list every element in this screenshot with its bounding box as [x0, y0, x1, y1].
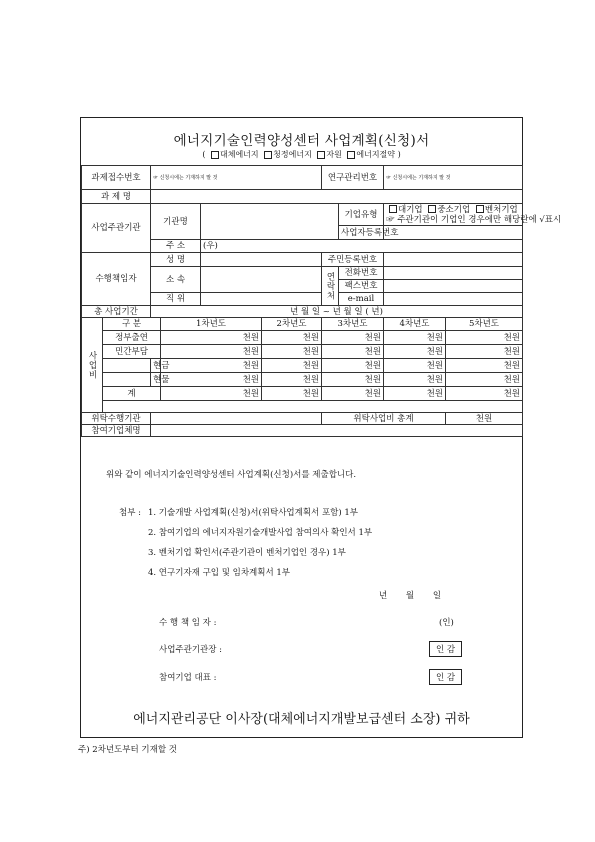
type-option: 벤처기업	[484, 204, 518, 215]
checkbox-icon[interactable]	[211, 151, 219, 159]
application-form	[80, 117, 562, 738]
fax-label: 팩스번호	[339, 280, 384, 293]
budget-cell[interactable]: 천원	[161, 359, 262, 373]
company-type-label: 기업유형	[339, 204, 384, 226]
attachment-item: 4. 연구기자재 구입 및 임차계획서 1부	[148, 568, 290, 578]
consign-budget-label: 위탁사업비 총계	[322, 413, 446, 425]
budget-cell[interactable]: 천원	[262, 373, 322, 387]
name-label: 성 명	[151, 253, 201, 267]
budget-cell[interactable]: 천원	[262, 387, 322, 401]
phone-field[interactable]	[384, 267, 523, 280]
mgmt-no-label: 연구관리번호	[322, 166, 384, 190]
footnote: 주) 2차년도부터 기재할 것	[78, 745, 177, 755]
budget-cell[interactable]: 천원	[322, 387, 384, 401]
budget-cell[interactable]: 천원	[262, 345, 322, 359]
addressee: 에너지관리공단 이사장(대체에너지개발보급센터 소장) 귀하	[133, 712, 470, 727]
private-sub-spacer	[103, 359, 151, 373]
affiliation-label: 소 속	[151, 267, 201, 293]
leader-label: 수행책임자	[82, 253, 151, 306]
checkbox-icon[interactable]	[347, 151, 355, 159]
leader-sign-label: 수 행 책 임 자 :	[159, 618, 217, 628]
consign-budget-field[interactable]: 천원	[446, 413, 523, 425]
budget-cell[interactable]: 천원	[384, 345, 446, 359]
form-title: 에너지기술인력양성센터 사업계획(신청)서	[173, 133, 430, 149]
position-label: 직 위	[151, 293, 201, 306]
consign-org-field[interactable]	[151, 413, 322, 425]
company-type-note: ☞ 주관기관이 기업인 경우에만 해당란에 √표시	[386, 214, 562, 225]
head-seal-box[interactable]: 인 감	[429, 641, 462, 657]
biz-reg-label: 사업자등록번호	[339, 226, 384, 240]
attachment-item: 1. 기술개발 사업계획(신청)서(위탁사업계획서 포함) 1부	[148, 508, 359, 518]
budget-cell[interactable]: 천원	[161, 345, 262, 359]
year-header: 1차년도	[161, 318, 262, 331]
budget-cell[interactable]: 천원	[161, 331, 262, 345]
rep-sign-label: 참여기업 대표 :	[159, 673, 217, 683]
affiliation-field[interactable]	[201, 267, 322, 293]
address-field[interactable]: (우)	[201, 240, 523, 253]
phone-label: 전화번호	[339, 267, 384, 280]
budget-divider	[103, 401, 523, 413]
year-header: 5차년도	[446, 318, 523, 331]
email-label: e-mail	[339, 293, 384, 306]
year-header: 2차년도	[262, 318, 322, 331]
form-table	[81, 165, 562, 437]
attachment-item: 2. 참여기업의 에너지자원기술개발사업 참여의사 확인서 1부	[148, 528, 373, 538]
budget-category-header: 구 분	[103, 318, 161, 331]
checkbox-icon[interactable]	[264, 151, 272, 159]
email-field[interactable]	[384, 293, 523, 306]
project-name-label: 과 제 명	[82, 190, 151, 204]
receipt-note: ☞ 신청시에는 기재하지 말 것	[153, 175, 218, 181]
type-option: 중소기업	[437, 204, 471, 215]
budget-cell[interactable]: 천원	[161, 373, 262, 387]
budget-section-label: 사업비	[82, 318, 103, 413]
participants-label: 참여기업체명	[82, 425, 151, 437]
budget-cell[interactable]: 천원	[161, 387, 262, 401]
declaration-text: 위와 같이 에너지기술인력양성센터 사업계획(신청)서를 제출합니다.	[106, 470, 357, 480]
budget-cell[interactable]: 천원	[446, 387, 523, 401]
host-org-label: 사업주관기관	[82, 204, 151, 253]
budget-cell[interactable]: 천원	[384, 387, 446, 401]
paren-close: )	[397, 150, 401, 159]
checkbox-icon[interactable]	[476, 205, 484, 213]
budget-cell[interactable]: 천원	[384, 331, 446, 345]
paren-open: (	[202, 150, 206, 159]
year-header: 3차년도	[322, 318, 384, 331]
attachment-item: 3. 벤처기업 확인서(주관기관이 벤처기업인 경우) 1부	[148, 548, 346, 558]
budget-cell[interactable]: 천원	[322, 373, 384, 387]
budget-cell[interactable]: 천원	[446, 359, 523, 373]
private-label: 민간부담	[103, 345, 161, 359]
budget-cell[interactable]: 천원	[446, 373, 523, 387]
budget-cell[interactable]: 천원	[322, 331, 384, 345]
checkbox-icon[interactable]	[317, 151, 325, 159]
company-type-field[interactable]	[384, 204, 562, 226]
participants-field[interactable]	[151, 425, 523, 437]
attach-label: 첨부 :	[119, 508, 141, 518]
budget-cell[interactable]: 천원	[384, 373, 446, 387]
checkbox-icon[interactable]	[389, 205, 397, 213]
contact-label: 연락처	[322, 267, 339, 306]
head-sign-label: 사업주관기관장 :	[159, 645, 223, 655]
budget-total-label: 계	[103, 387, 161, 401]
fax-field[interactable]	[384, 280, 523, 293]
receipt-no-field[interactable]	[151, 166, 322, 190]
checkbox-icon[interactable]	[428, 205, 436, 213]
budget-cell[interactable]: 천원	[322, 345, 384, 359]
mgmt-no-field[interactable]	[384, 166, 523, 190]
field-checklist	[81, 149, 522, 160]
receipt-no-label: 과제접수번호	[82, 166, 151, 190]
budget-cell[interactable]: 천원	[322, 359, 384, 373]
field-option: 에너지절약	[356, 150, 396, 159]
biz-reg-field[interactable]	[384, 226, 523, 240]
org-name-label: 기관명	[151, 204, 201, 240]
period-field[interactable]: 년 월 일 ~ 년 월 일 ( 년)	[151, 306, 523, 318]
budget-cell[interactable]: 천원	[262, 359, 322, 373]
field-option: 자원	[326, 150, 342, 159]
resident-no-label: 주민등록번호	[322, 253, 384, 267]
budget-cell[interactable]: 천원	[446, 331, 523, 345]
type-option: 대기업	[398, 204, 423, 215]
position-field[interactable]	[201, 293, 322, 306]
mgmt-note: ☞ 신청시에는 기재하지 말 것	[386, 175, 451, 181]
budget-cell[interactable]: 천원	[446, 345, 523, 359]
project-name-field[interactable]	[151, 190, 523, 204]
private-sub-spacer	[103, 373, 151, 387]
name-field[interactable]	[201, 253, 322, 267]
field-option: 청정에너지	[273, 150, 312, 159]
consign-org-label: 위탁수행기관	[82, 413, 151, 425]
gov-label: 정부출연	[103, 331, 161, 345]
budget-cell[interactable]: 천원	[262, 331, 322, 345]
cash-label: 현금	[151, 359, 161, 373]
leader-seal: (인)	[439, 618, 454, 628]
rep-seal-box[interactable]: 인 감	[429, 669, 462, 685]
inkind-label: 현물	[151, 373, 161, 387]
field-option: 대체에너지	[219, 150, 259, 159]
address-label: 주 소	[151, 240, 201, 253]
resident-no-field[interactable]	[384, 253, 523, 267]
period-label: 총 사업기간	[82, 306, 151, 318]
budget-cell[interactable]: 천원	[384, 359, 446, 373]
date-line: 년 월 일	[379, 591, 442, 601]
org-name-field[interactable]	[201, 204, 339, 240]
year-header: 4차년도	[384, 318, 446, 331]
